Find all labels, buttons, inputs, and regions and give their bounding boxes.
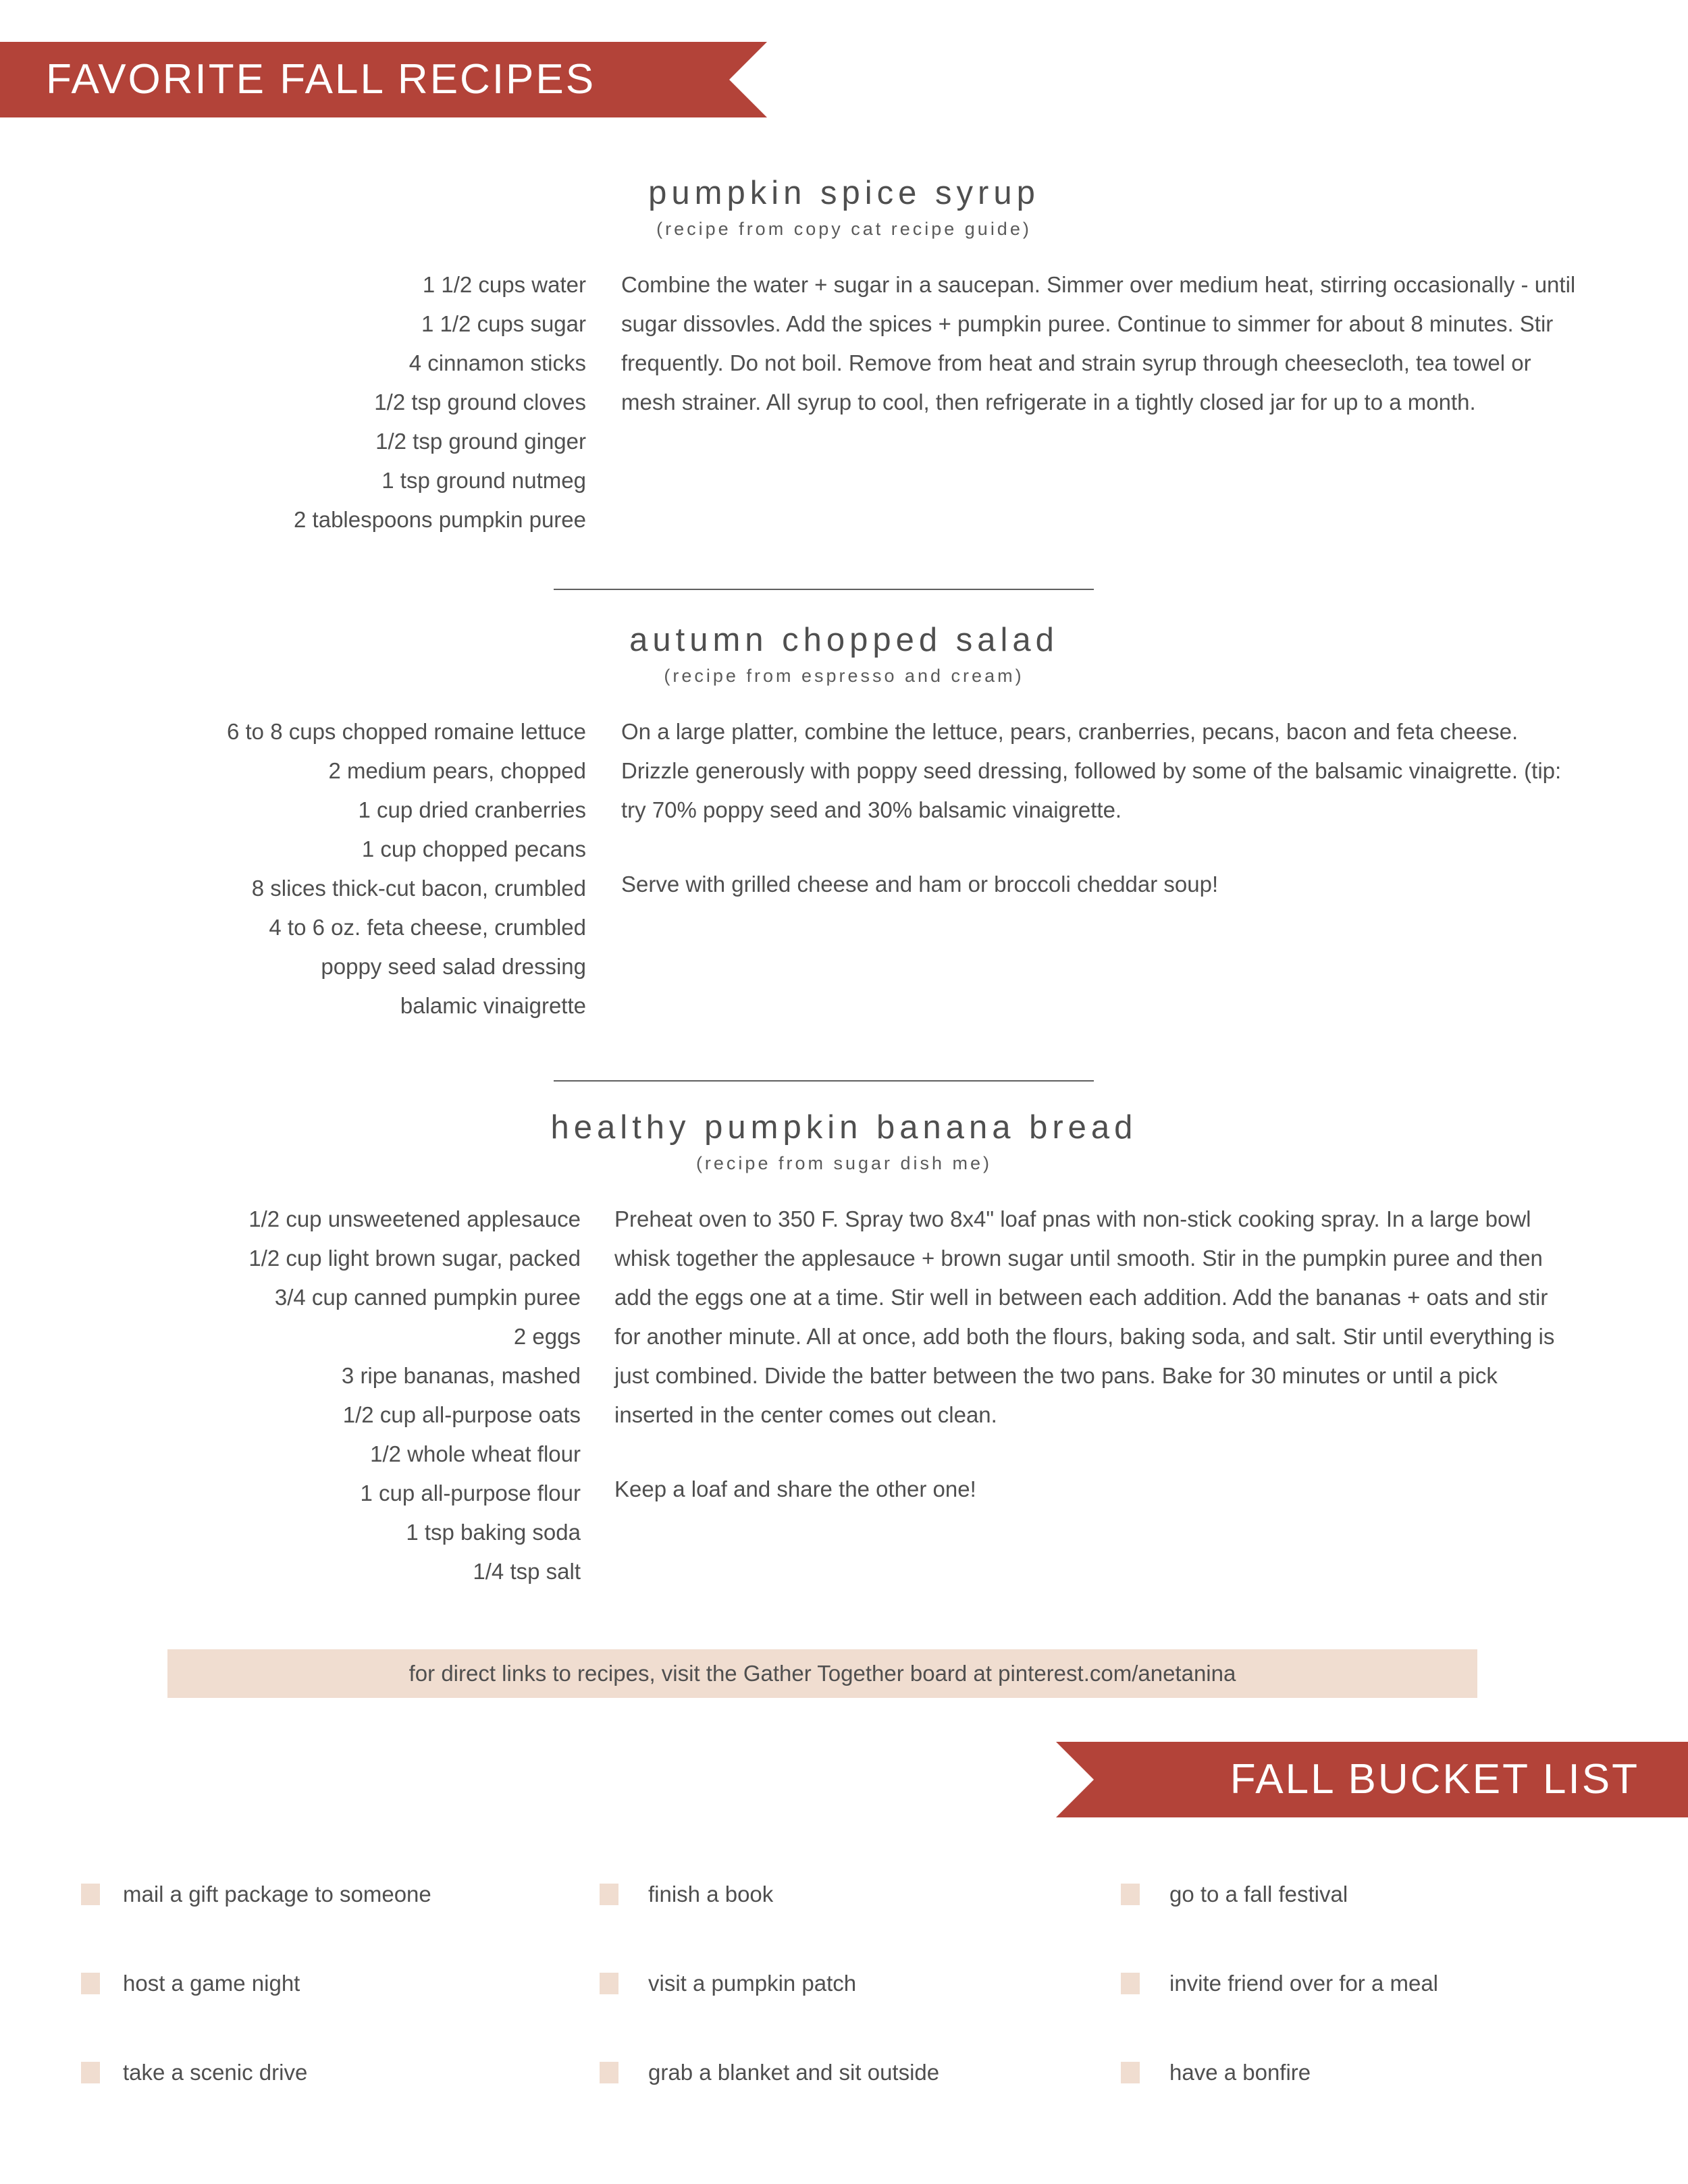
ingredient-list xyxy=(0,1200,581,1591)
recipe-section-autumn-chopped-salad xyxy=(0,621,1688,1018)
ingredient-list xyxy=(0,712,586,1026)
bucket-list-item[interactable] xyxy=(1121,1850,1634,1939)
ingredient-list xyxy=(0,265,586,539)
bucket-list-item-label: take a scenic drive xyxy=(123,2060,308,2085)
directions-paragraph: Preheat oven to 350 F. Spray two 8x4" loaf pnas with non-stick cooking spray. In a large bowl whisk together the applesauce + brown sugar until smooth. Stir in the pumpkin puree and then add the eggs one at a time. Stir well in between each addition. Add the bananas + oats and stir for another minute. All at once, add both the flours, baking soda, and salt. Stir until everything is just combined. Divide the batter between the two pans. Bake for 30 minutes or until a pick inserted in the center comes out clean. xyxy=(614,1206,1555,1427)
pinterest-note-text: for direct links to recipes, visit the Gather Together board at pinterest.com/anetanina xyxy=(408,1661,1236,1686)
ingredient-item: 1 cup all-purpose flour xyxy=(360,1481,581,1506)
ingredient-item: 1 1/2 cups sugar xyxy=(421,311,586,336)
ingredient-item: 1 tsp baking soda xyxy=(406,1520,581,1545)
bucket-list-item-label: have a bonfire xyxy=(1169,2060,1311,2085)
directions-paragraph: Serve with grilled cheese and ham or broccoli cheddar soup! xyxy=(621,872,1219,897)
recipe-title: autumn chopped salad xyxy=(629,622,1059,658)
bucket-list-item[interactable] xyxy=(600,1939,1113,2028)
bucket-list-item[interactable] xyxy=(600,1850,1113,1939)
directions-paragraph: Combine the water + sugar in a saucepan. Simmer over medium heat, stirring occasionally - until sugar dissovles. Add the spices + pumpkin puree. Continue to simmer for about 8 minutes. Stir frequently. Do not boil. Remove from heat and strain syrup through cheesecloth, tea towel or mesh strainer. All syrup to cool, then refrigerate in a tightly closed jar for up to a month. xyxy=(621,272,1576,415)
bucket-list-item-label: grab a blanket and sit outside xyxy=(648,2060,940,2085)
ingredient-item: 1/4 tsp salt xyxy=(473,1559,581,1584)
directions-text xyxy=(621,712,1580,904)
ingredient-item: 3/4 cup canned pumpkin puree xyxy=(274,1285,581,1310)
ingredient-item: 1/2 cup light brown sugar, packed xyxy=(248,1246,581,1271)
ingredient-item: 1/2 whole wheat flour xyxy=(370,1441,581,1466)
bucket-list-item-label: mail a gift package to someone xyxy=(123,1882,431,1907)
ingredient-item: 1/2 tsp ground ginger xyxy=(375,429,586,454)
checkbox-icon[interactable] xyxy=(81,1973,100,1994)
recipe-title: healthy pumpkin banana bread xyxy=(550,1109,1138,1146)
bucket-list-item[interactable] xyxy=(1121,2028,1634,2117)
ingredient-item: 2 medium pears, chopped xyxy=(328,758,586,783)
ingredient-item: 2 tablespoons pumpkin puree xyxy=(294,507,586,532)
bucket-list-item[interactable] xyxy=(600,2028,1113,2117)
bucket-list-title: FALL BUCKET LIST xyxy=(1230,1756,1639,1803)
bucket-list-item-label: go to a fall festival xyxy=(1169,1882,1348,1907)
ingredient-item: 6 to 8 cups chopped romaine lettuce xyxy=(226,719,586,744)
recipe-section-healthy-pumpkin-banana-bread xyxy=(0,1109,1688,1584)
ingredient-item: 1/2 tsp ground cloves xyxy=(374,390,586,415)
ingredient-item: balamic vinaigrette xyxy=(400,993,586,1018)
ingredient-item: 1 cup chopped pecans xyxy=(361,836,586,861)
bucket-list-column xyxy=(600,1850,1113,2117)
checkbox-icon[interactable] xyxy=(1121,2062,1140,2083)
ingredient-item: 4 to 6 oz. feta cheese, crumbled xyxy=(269,915,586,940)
ingredient-item: 8 slices thick-cut bacon, crumbled xyxy=(251,876,586,901)
bucket-list-banner xyxy=(1094,1742,1688,1817)
ingredient-item: 1/2 cup all-purpose oats xyxy=(342,1402,581,1427)
section-divider xyxy=(554,589,1094,590)
bucket-list-item[interactable] xyxy=(81,1850,594,1939)
recipe-title: pumpkin spice syrup xyxy=(648,175,1040,211)
bucket-list-column xyxy=(1121,1850,1634,2117)
bucket-list-item-label: host a game night xyxy=(123,1971,300,1996)
ingredient-item: 4 cinnamon sticks xyxy=(408,350,586,375)
bucket-list-column xyxy=(81,1850,594,2117)
page-title: FAVORITE FALL RECIPES xyxy=(46,56,596,103)
banner-tail-icon xyxy=(1056,1742,1094,1817)
recipe-source: (recipe from espresso and cream) xyxy=(664,666,1024,686)
checkbox-icon[interactable] xyxy=(1121,1884,1140,1905)
recipe-section-pumpkin-spice-syrup xyxy=(0,174,1688,532)
ingredient-item: 1 1/2 cups water xyxy=(422,272,586,297)
recipe-source: (recipe from copy cat recipe guide) xyxy=(656,219,1032,239)
ingredient-item: 1 cup dried cranberries xyxy=(358,797,586,822)
checkbox-icon[interactable] xyxy=(81,1884,100,1905)
ingredient-item: 1 tsp ground nutmeg xyxy=(381,468,586,493)
checkbox-icon[interactable] xyxy=(81,2062,100,2083)
pinterest-note-strip xyxy=(167,1649,1477,1698)
checkbox-icon[interactable] xyxy=(1121,1973,1140,1994)
directions-text xyxy=(614,1200,1560,1509)
ingredient-item: 3 ripe bananas, mashed xyxy=(341,1363,581,1388)
bucket-list-item[interactable] xyxy=(81,2028,594,2117)
bucket-list-item-label: visit a pumpkin patch xyxy=(648,1971,857,1996)
recipe-source: (recipe from sugar dish me) xyxy=(695,1153,993,1173)
checkbox-icon[interactable] xyxy=(600,2062,618,2083)
directions-paragraph: Keep a loaf and share the other one! xyxy=(614,1476,976,1501)
bucket-list-item[interactable] xyxy=(1121,1939,1634,2028)
directions-text xyxy=(621,265,1580,422)
directions-paragraph: On a large platter, combine the lettuce, pears, cranberries, pecans, bacon and feta cheese. Drizzle generously with poppy seed dressing, followed by some of the balsamic vinaigrette. (tip: try 70% poppy seed and 30% balsamic vinaigrette. xyxy=(621,719,1562,822)
banner-tail-icon xyxy=(729,42,767,117)
ingredient-item: 1/2 cup unsweetened applesauce xyxy=(248,1206,581,1231)
bucket-list-item-label: finish a book xyxy=(648,1882,774,1907)
checkbox-icon[interactable] xyxy=(600,1884,618,1905)
bucket-list-item-label: invite friend over for a meal xyxy=(1169,1971,1439,1996)
bucket-list-item[interactable] xyxy=(81,1939,594,2028)
ingredient-item: poppy seed salad dressing xyxy=(321,954,586,979)
checkbox-icon[interactable] xyxy=(600,1973,618,1994)
section-divider xyxy=(554,1080,1094,1082)
ingredient-item: 2 eggs xyxy=(513,1324,581,1349)
header-banner xyxy=(0,42,729,117)
bucket-list xyxy=(0,1850,1688,2120)
